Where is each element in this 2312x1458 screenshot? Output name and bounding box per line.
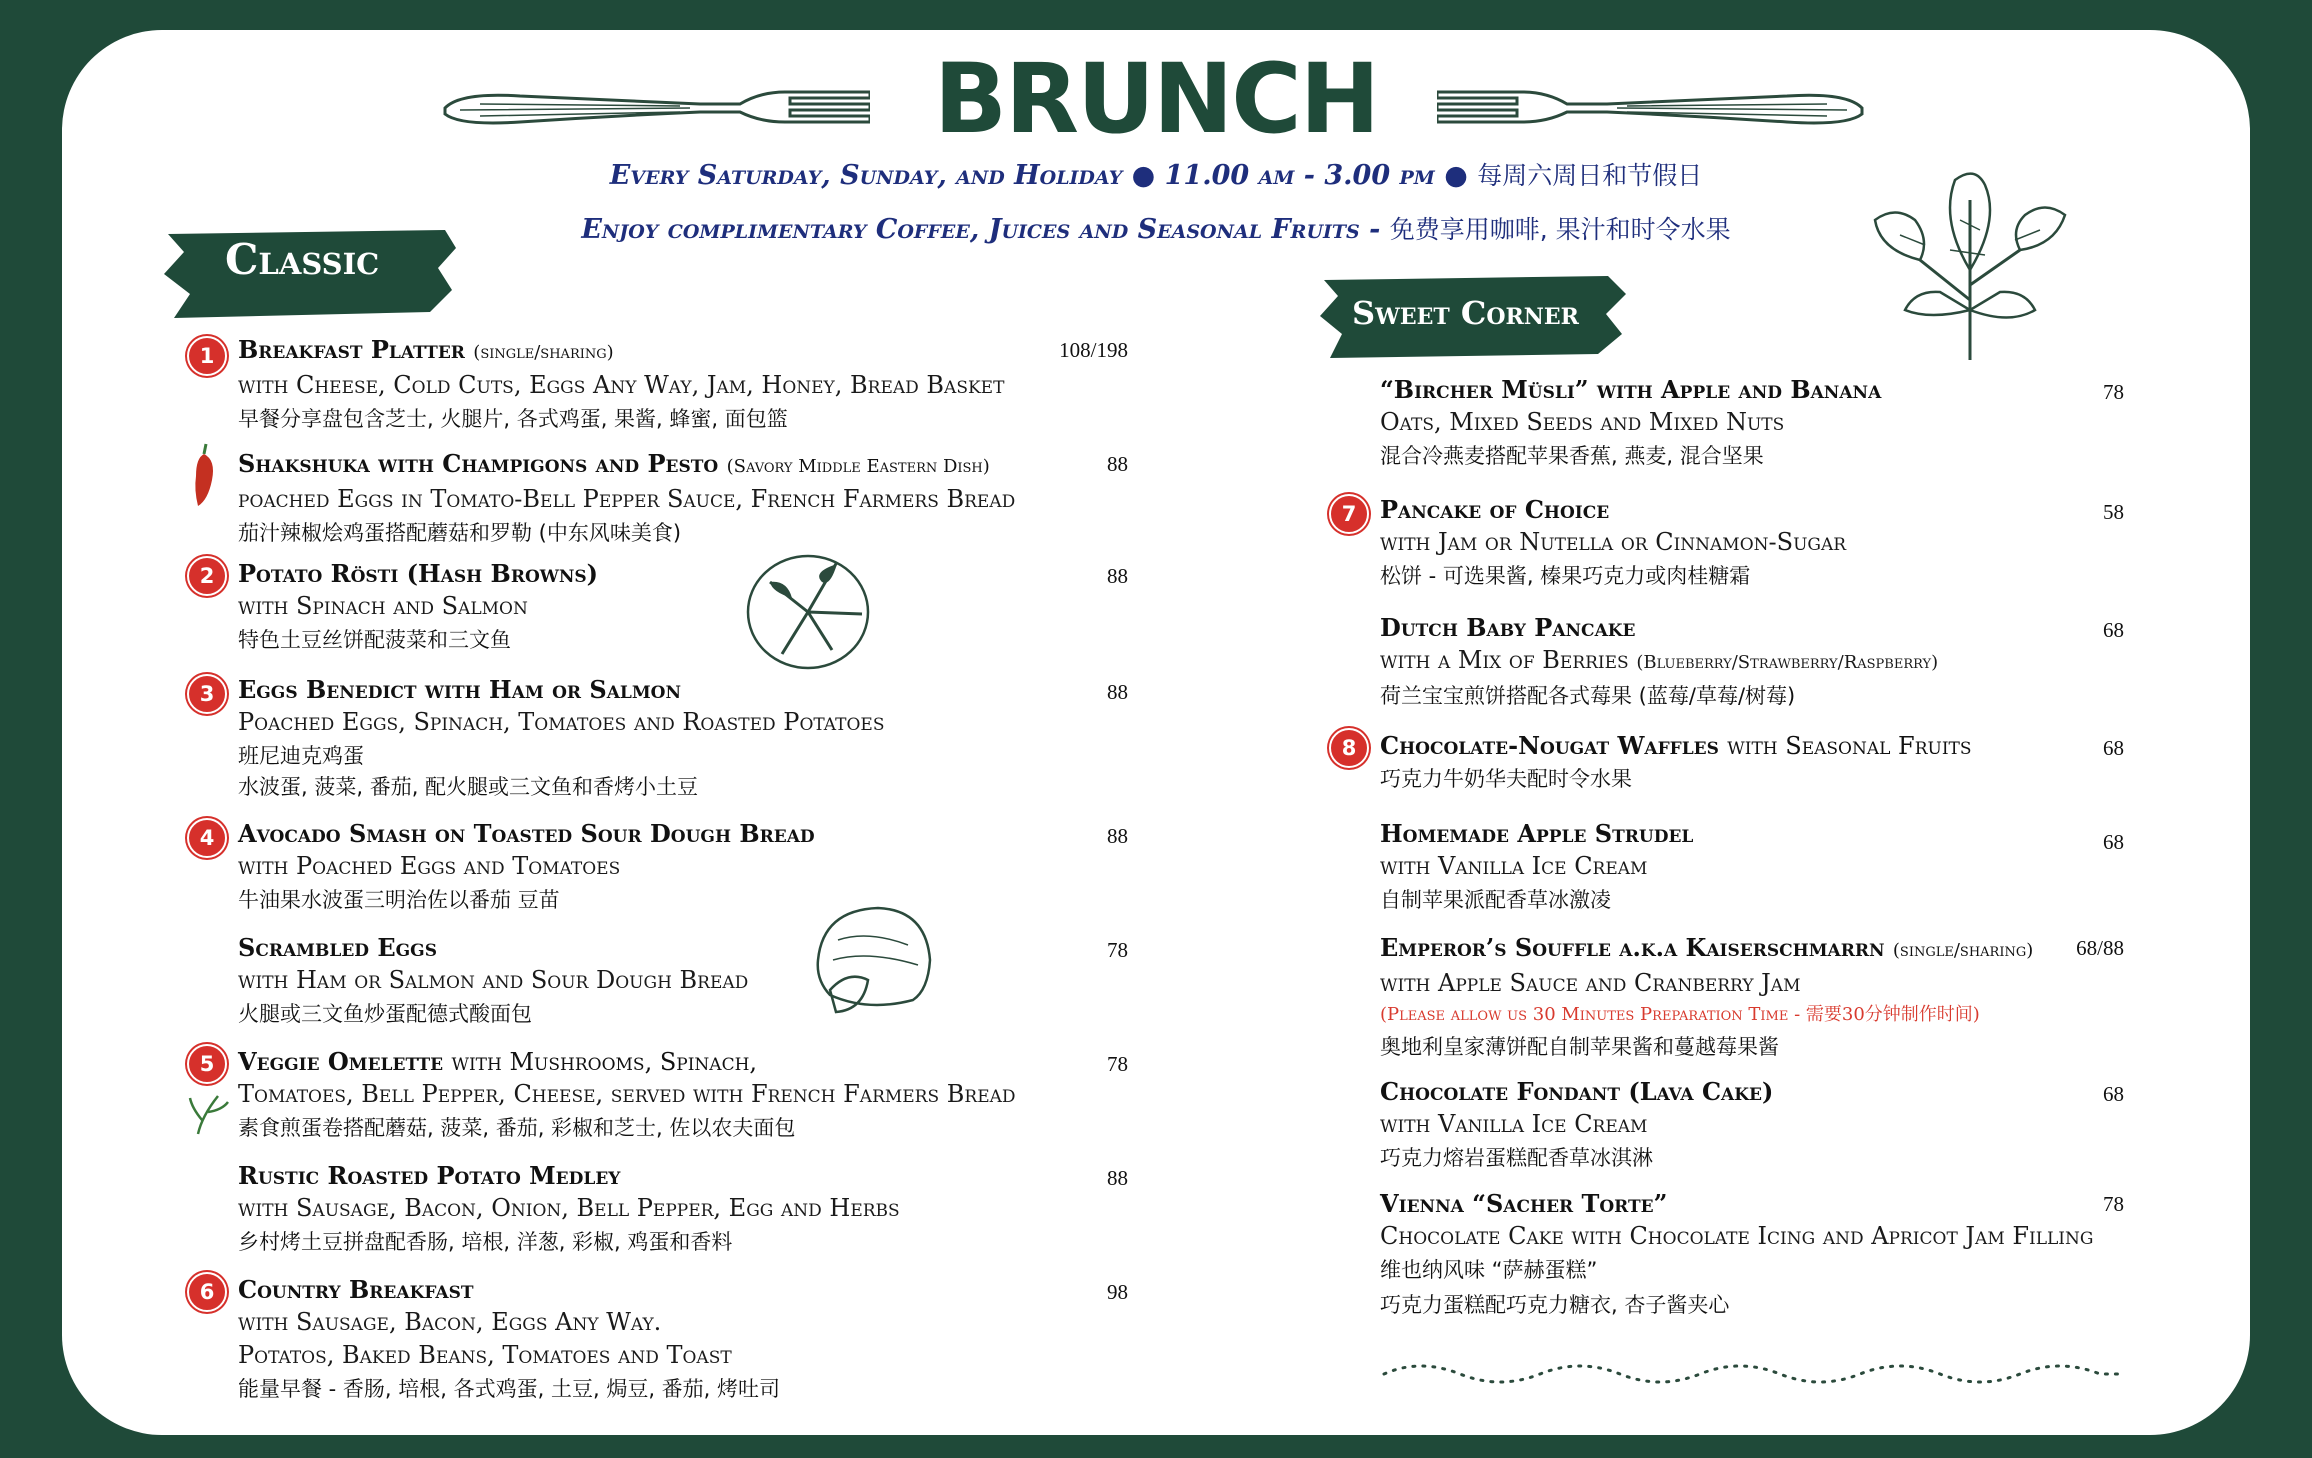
menu-item-chocolate-nougat-waffles xyxy=(1380,730,1972,797)
item-price: 88 xyxy=(1107,824,1128,848)
item-number-badge: 6 xyxy=(187,1272,227,1312)
item-number-badge: 3 xyxy=(187,674,227,714)
item-number-badge: 2 xyxy=(187,556,227,596)
item-description-note: (Blueberry/Strawberry/Raspberry) xyxy=(1636,652,1939,673)
item-name: Shakshuka with Champigons and Pesto xyxy=(238,449,719,478)
item-price: 88 xyxy=(1107,680,1128,704)
item-name: Emperor’s Souffle a.k.a Kaiserschmarrn xyxy=(1380,933,1885,962)
schedule-text: Every Saturday, Sunday, and Holiday ● 11.00 am - 3.00 pm ● xyxy=(609,160,1468,191)
menu-item-pancake-of-choice xyxy=(1380,494,1846,594)
menu-item-breakfast-platter xyxy=(238,334,1004,437)
item-note: (Savory Middle Eastern Dish) xyxy=(726,456,990,477)
item-description-zh: 早餐分享盘包含芝士, 火腿片, 各式鸡蛋, 果酱, 蜂蜜, 面包篮 xyxy=(238,407,788,431)
menu-item-potato-rosti xyxy=(238,558,598,658)
item-price: 78 xyxy=(1107,938,1128,962)
menu-item-apple-strudel xyxy=(1380,818,1693,918)
item-description: with Vanilla Ice Cream xyxy=(1380,852,1648,880)
item-description-zh: 维也纳风味 “萨赫蛋糕” xyxy=(1380,1258,1598,1282)
item-price: 68/88 xyxy=(2076,936,2124,960)
item-description: with Ham or Salmon and Sour Dough Bread xyxy=(238,966,749,994)
item-number-badge: 8 xyxy=(1329,728,1369,768)
item-description: with Poached Eggs and Tomatoes xyxy=(238,852,621,880)
item-description: with Sausage, Bacon, Onion, Bell Pepper, Egg and Herbs xyxy=(238,1194,900,1222)
item-description-zh: 巧克力牛奶华夫配时令水果 xyxy=(1380,767,1632,791)
complimentary-text: Enjoy complimentary Coffee, Juices and Seasonal Fruits - xyxy=(581,214,1381,245)
item-description-zh: 混合冷燕麦搭配苹果香蕉, 燕麦, 混合坚果 xyxy=(1380,444,1764,468)
classic-title: Classic xyxy=(225,235,380,284)
item-description-zh: 奥地利皇家薄饼配自制苹果酱和蔓越莓果酱 xyxy=(1380,1035,1779,1059)
item-name: Avocado Smash on Toasted Sour Dough Bread xyxy=(238,819,815,848)
herb-sprig-icon xyxy=(188,1088,230,1138)
item-price: 78 xyxy=(1107,1052,1128,1076)
item-name: Eggs Benedict with Ham or Salmon xyxy=(238,675,682,704)
item-number-badge: 4 xyxy=(187,818,227,858)
item-note: (single/sharing) xyxy=(1892,940,2034,961)
item-description-zh: 牛油果水波蛋三明治佐以番茄 豆苗 xyxy=(238,888,560,912)
item-price: 68 xyxy=(2103,1082,2124,1106)
item-number-badge: 1 xyxy=(187,336,227,376)
item-name-rest: with Seasonal Fruits xyxy=(1727,732,1972,760)
menu-item-shakshuka xyxy=(238,448,1015,551)
complimentary-zh: 免费享用咖啡, 果汁和时令水果 xyxy=(1389,215,1731,244)
item-description-zh: 班尼迪克鸡蛋 xyxy=(238,744,364,768)
item-price: 88 xyxy=(1107,564,1128,588)
item-number-badge: 5 xyxy=(187,1044,227,1084)
item-price: 58 xyxy=(2103,500,2124,524)
item-name: “Bircher Müsli” with Apple and Banana xyxy=(1380,375,1882,404)
menu-item-kaiserschmarrn xyxy=(1380,932,2033,1065)
mushroom-sketch-icon xyxy=(808,900,938,1030)
item-description-zh: 巧克力熔岩蛋糕配香草冰淇淋 xyxy=(1380,1146,1653,1170)
menu-item-chocolate-fondant xyxy=(1380,1076,1773,1176)
item-description-zh: 茄汁辣椒烩鸡蛋搭配蘑菇和罗勒 (中东风味美食) xyxy=(238,521,682,545)
item-price: 108/198 xyxy=(1059,338,1128,362)
item-description-zh-2: 水波蛋, 菠菜, 番茄, 配火腿或三文鱼和香烤小土豆 xyxy=(238,775,699,799)
item-note: (single/sharing) xyxy=(473,342,614,363)
item-name: Dutch Baby Pancake xyxy=(1380,613,1636,642)
item-description-zh-2: 巧克力蛋糕配巧克力糖衣, 杏子酱夹心 xyxy=(1380,1293,1730,1317)
item-description: with Spinach and Salmon xyxy=(238,592,528,620)
menu-item-scrambled-eggs xyxy=(238,932,748,1032)
item-price: 78 xyxy=(2103,380,2124,404)
item-name: Rustic Roasted Potato Medley xyxy=(238,1161,621,1190)
item-description-zh: 能量早餐 - 香肠, 培根, 各式鸡蛋, 土豆, 焗豆, 番茄, 烤吐司 xyxy=(238,1377,781,1401)
item-description-zh: 乡村烤土豆拼盘配香肠, 培根, 洋葱, 彩椒, 鸡蛋和香料 xyxy=(238,1230,733,1254)
menu-item-dutch-baby-pancake xyxy=(1380,612,1938,714)
menu-item-country-breakfast xyxy=(238,1274,780,1407)
page-title: BRUNCH xyxy=(933,43,1379,155)
item-description: with Sausage, Bacon, Eggs Any Way. xyxy=(238,1308,662,1336)
item-description: Poached Eggs, Spinach, Tomatoes and Roasted Potatoes xyxy=(238,708,885,736)
item-price: 88 xyxy=(1107,1166,1128,1190)
item-name: Scrambled Eggs xyxy=(238,933,437,962)
wavy-divider xyxy=(1380,1354,2126,1394)
item-description-zh: 特色土豆丝饼配菠菜和三文鱼 xyxy=(238,628,511,652)
item-description: Tomatoes, Bell Pepper, Cheese, served with French Farmers Bread xyxy=(238,1080,1016,1108)
item-name: Potato Rösti (Hash Browns) xyxy=(238,559,599,588)
item-description: with a Mix of Berries xyxy=(1380,646,1629,674)
chili-pepper-icon xyxy=(190,440,220,510)
item-price: 68 xyxy=(2103,736,2124,760)
menu-item-veggie-omelette xyxy=(238,1046,1016,1146)
item-description: with Cheese, Cold Cuts, Eggs Any Way, Jam, Honey, Bread Basket xyxy=(238,371,1005,399)
item-description-zh: 火腿或三文鱼炒蛋配德式酸面包 xyxy=(238,1002,532,1026)
parsley-icon xyxy=(1860,160,2080,370)
item-description: Chocolate Cake with Chocolate Icing and Apricot Jam Filling xyxy=(1380,1222,2094,1250)
item-description: poached Eggs in Tomato-Bell Pepper Sauce, French Farmers Bread xyxy=(238,485,1016,513)
menu-item-eggs-benedict xyxy=(238,674,884,805)
item-name: Veggie Omelette xyxy=(238,1047,444,1076)
item-description: Oats, Mixed Seeds and Mixed Nuts xyxy=(1380,408,1785,436)
item-description: with Jam or Nutella or Cinnamon-Sugar xyxy=(1380,528,1847,556)
item-description-2: Potatos, Baked Beans, Tomatoes and Toast xyxy=(238,1341,732,1369)
item-warning: (Please allow us 30 Minutes Preparation Time - 需要30分钟制作时间) xyxy=(1380,1004,1980,1025)
item-name: Vienna “Sacher Torte” xyxy=(1380,1189,1668,1218)
item-number-badge: 7 xyxy=(1329,494,1369,534)
item-name: Chocolate-Nougat Waffles xyxy=(1380,731,1719,760)
tomato-sketch-icon xyxy=(742,542,882,672)
item-description: with Vanilla Ice Cream xyxy=(1380,1110,1648,1138)
item-description: with Apple Sauce and Cranberry Jam xyxy=(1380,969,1801,997)
item-name: Pancake of Choice xyxy=(1380,495,1610,524)
item-price: 78 xyxy=(2103,1192,2124,1216)
item-name: Country Breakfast xyxy=(238,1275,474,1304)
item-price: 88 xyxy=(1107,452,1128,476)
menu-item-avocado-smash xyxy=(238,818,815,918)
menu-item-bircher-musli xyxy=(1380,374,1881,474)
item-name-rest: with Mushrooms, Spinach, xyxy=(451,1048,758,1076)
sweet-corner-title: Sweet Corner xyxy=(1352,294,1579,332)
item-description-zh: 自制苹果派配香草冰激凌 xyxy=(1380,888,1611,912)
schedule-zh: 每周六周日和节假日 xyxy=(1477,161,1703,190)
item-description-zh: 素食煎蛋卷搭配蘑菇, 菠菜, 番茄, 彩椒和芝士, 佐以农夫面包 xyxy=(238,1116,796,1140)
item-description-zh: 荷兰宝宝煎饼搭配各式莓果 (蓝莓/草莓/树莓) xyxy=(1380,684,1796,708)
item-name: Chocolate Fondant (Lava Cake) xyxy=(1380,1077,1774,1106)
item-price: 68 xyxy=(2103,618,2124,642)
item-price: 68 xyxy=(2103,830,2124,854)
menu-item-rustic-potato xyxy=(238,1160,900,1260)
item-name: Breakfast Platter xyxy=(238,335,465,364)
item-name: Homemade Apple Strudel xyxy=(1380,819,1694,848)
item-price: 98 xyxy=(1107,1280,1128,1304)
item-description-zh: 松饼 - 可选果酱, 榛果巧克力或肉桂糖霜 xyxy=(1380,564,1751,588)
